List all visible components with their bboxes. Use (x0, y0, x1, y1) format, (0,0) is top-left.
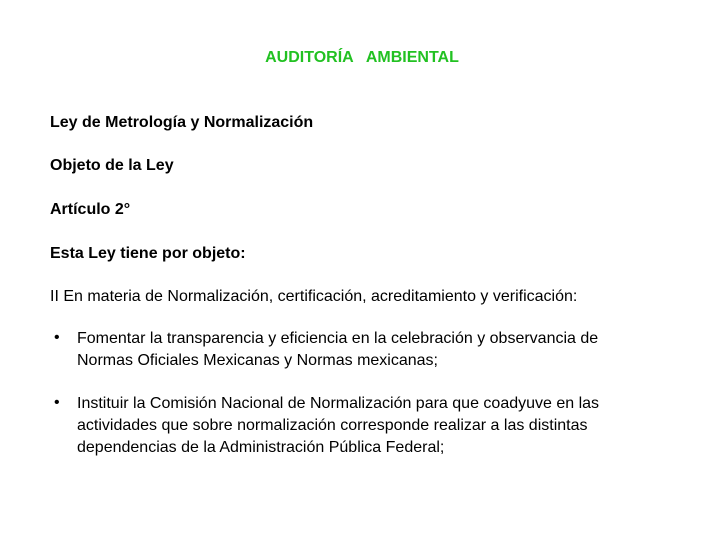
law-name-heading: Ley de Metrología y Normalización (50, 114, 314, 131)
slide-title: AUDITORÍA AMBIENTAL (265, 49, 459, 66)
list-item-line: Normas Oficiales Mexicanas y Normas mexicanas; (77, 352, 438, 369)
list-item-line: actividades que sobre normalización corresponde realizar a las distintas (77, 417, 588, 434)
law-purpose-heading: Esta Ley tiene por objeto: (50, 245, 246, 262)
list-item-line: dependencias de la Administración Pública Federal; (77, 439, 445, 456)
article-heading: Artículo 2° (50, 201, 131, 218)
list-item-line: Fomentar la transparencia y eficiencia en la celebración y observancia de (77, 330, 599, 347)
list-item-line: Instituir la Comisión Nacional de Normalización para que coadyuve en las (77, 395, 600, 412)
law-object-heading: Objeto de la Ley (50, 157, 174, 174)
bullet-icon: • (54, 394, 60, 411)
bullet-icon: • (54, 329, 60, 346)
section-text: II En materia de Normalización, certificación, acreditamiento y verificación: (50, 288, 578, 305)
